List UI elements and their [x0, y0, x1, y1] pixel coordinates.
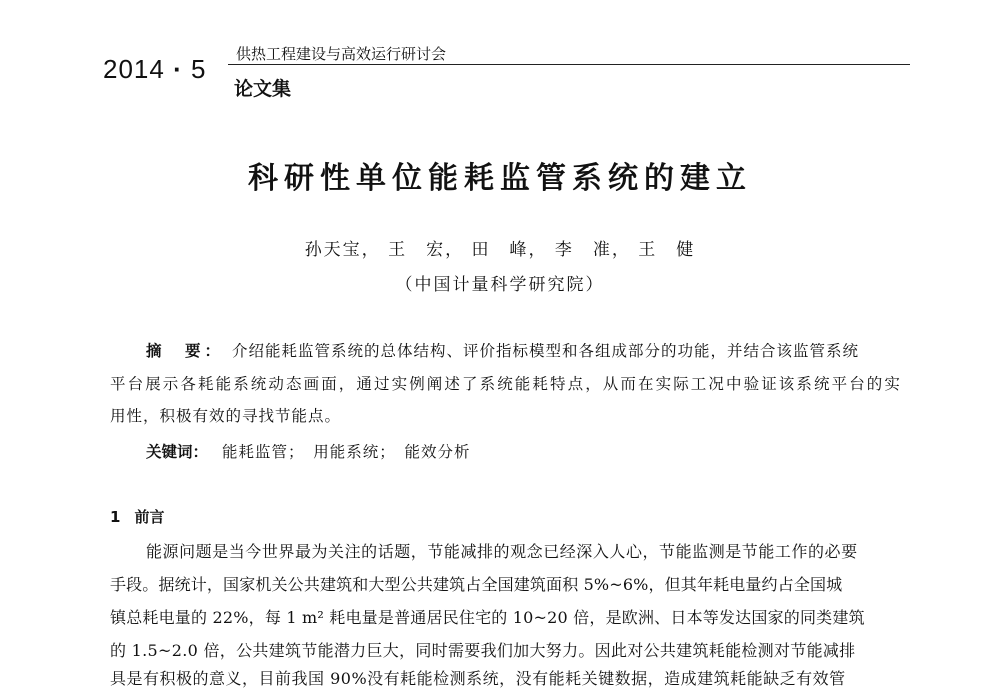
- issue-month: 5: [190, 54, 207, 84]
- issue-number: [103, 54, 206, 85]
- conference-name: 供热工程建设与高效运行研讨会: [236, 45, 447, 63]
- abstract-label: 摘 要：: [146, 342, 225, 360]
- affiliation: （中国计量科学研究院）: [395, 275, 605, 295]
- issue-year: 2014: [103, 54, 165, 84]
- keywords-line: [146, 440, 471, 462]
- proceedings-label: 论文集: [234, 78, 292, 100]
- paper-title: 科研性单位能耗监管系统的建立: [248, 161, 752, 196]
- body-line-2: 手段。据统计，国家机关公共建筑和大型公共建筑占全国建筑面积 5%~6%，但其年耗电量约占全国城: [110, 575, 843, 594]
- section-number: 1: [110, 508, 121, 526]
- keywords-text: 能耗监管； 用能系统； 能效分析: [222, 443, 471, 461]
- body-line-5: 具是有积极的意义，目前我国 90%没有耗能检测系统，没有能耗关键数据，造成建筑耗能缺乏有效管: [110, 669, 846, 688]
- abstract-line-2: 平台展示各耗能系统动态画面，通过实例阐述了系统能耗特点，从而在实际工况中验证该系统平台的实: [110, 375, 903, 393]
- header-rule: [228, 64, 910, 65]
- body-line-1: 能源问题是当今世界最为关注的话题，节能减排的观念已经深入人心，节能监测是节能工作的必要: [146, 542, 858, 561]
- abstract-text-1: 介绍能耗监管系统的总体结构、评价指标模型和各组成部分的功能，并结合该监管系统: [232, 342, 860, 360]
- author-list: 孙天宝， 王 宏， 田 峰， 李 准， 王 健: [304, 240, 696, 260]
- abstract-line-1: [146, 339, 859, 361]
- section-title: 前言: [134, 508, 165, 526]
- section-heading: [110, 506, 164, 527]
- abstract-line-3: 用性，积极有效的寻找节能点。: [110, 407, 342, 425]
- body-line-3: 镇总耗电量的 22%，每 1 m² 耗电量是普通居民住宅的 10~20 倍，是欧洲、日本等发达国家的同类建筑: [110, 608, 865, 627]
- issue-separator: ·: [173, 54, 183, 84]
- keywords-label: 关键词：: [146, 443, 209, 461]
- body-line-4: 的 1.5~2.0 倍，公共建筑节能潜力巨大，同时需要我们加大努力。因此对公共建筑耗能检测对节能减排: [110, 641, 856, 660]
